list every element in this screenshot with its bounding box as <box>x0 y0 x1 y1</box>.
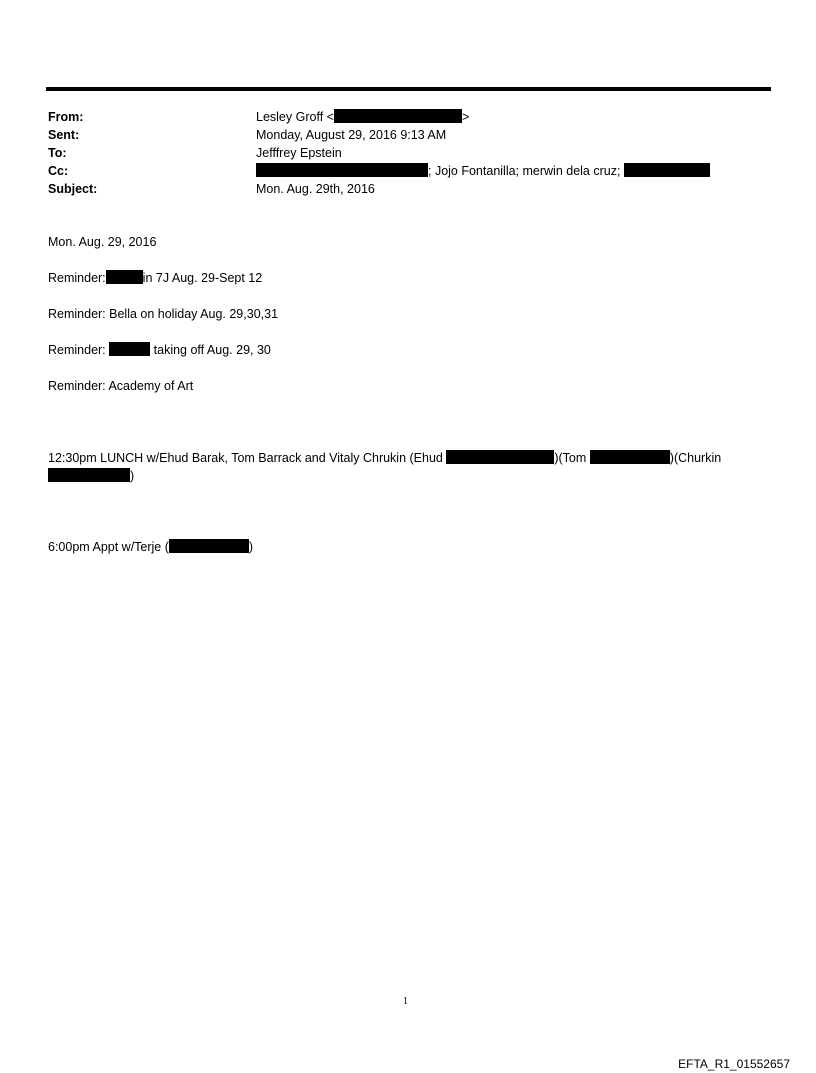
reminder-1: Reminder: in 7J Aug. 29-Sept 12 <box>48 271 263 285</box>
subject-label: Subject: <box>48 182 98 196</box>
redaction-box <box>169 539 249 553</box>
date-line: Mon. Aug. 29, 2016 <box>48 235 157 249</box>
redaction-box <box>109 342 150 356</box>
redaction-box <box>590 450 670 464</box>
lunch-line: 12:30pm LUNCH w/Ehud Barak, Tom Barrack and Vitaly Chrukin (Ehud )(Tom )(Churkin <box>48 451 722 465</box>
header-rule <box>46 87 771 91</box>
redaction-box <box>106 270 143 284</box>
page-number: 1 <box>403 996 408 1007</box>
to-label: To: <box>48 146 67 160</box>
sent-label: Sent: <box>48 128 80 142</box>
redaction-box <box>446 450 554 464</box>
reminder-4: Reminder: Academy of Art <box>48 379 194 393</box>
cc-value: ; Jojo Fontanilla; merwin dela cruz; <box>256 162 710 180</box>
cc-label: Cc: <box>48 164 69 178</box>
reminder-2: Reminder: Bella on holiday Aug. 29,30,31 <box>48 307 279 321</box>
subject-value: Mon. Aug. 29th, 2016 <box>256 182 375 196</box>
reminder-3: Reminder: taking off Aug. 29, 30 <box>48 343 271 357</box>
appointment-line: 6:00pm Appt w/Terje ( ) <box>48 540 254 554</box>
from-label: From: <box>48 110 84 124</box>
sent-value: Monday, August 29, 2016 9:13 AM <box>256 128 447 142</box>
redaction-box <box>256 163 428 177</box>
from-value: Lesley Groff < > <box>256 110 470 124</box>
document-id: EFTA_R1_01552657 <box>678 1057 790 1071</box>
lunch-line-continued: ) <box>48 468 134 485</box>
to-value: Jefffrey Epstein <box>256 146 342 160</box>
redaction-box <box>334 109 462 123</box>
redaction-box <box>624 163 710 177</box>
redaction-box <box>48 468 130 482</box>
